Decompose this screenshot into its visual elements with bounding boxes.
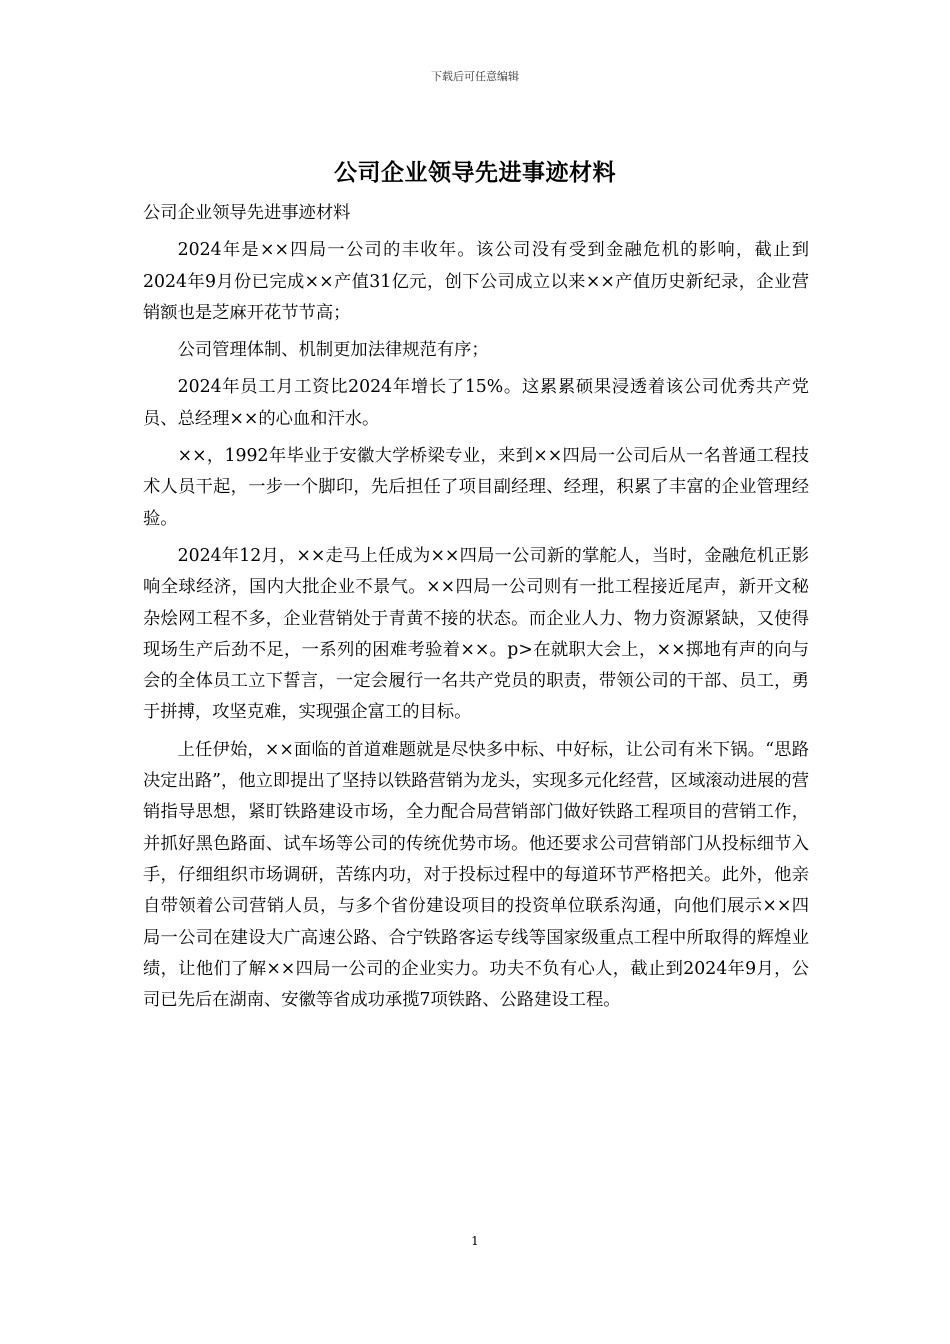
- header-note: 下载后可任意编辑: [431, 70, 519, 83]
- paragraph: 2024年员工月工资比2024年增长了15%。这累累硕果浸透着该公司优秀共产党员、总经理××的心血和汗水。: [143, 377, 809, 429]
- paragraph: 2024年是××四局一公司的丰收年。该公司没有受到金融危机的影响，截止到2024年9月份已完成××产值31亿元，创下公司成立以来××产值历史新纪录，企业营销额也是芝麻开花节节高；: [143, 240, 809, 323]
- page-number: 1: [471, 1234, 479, 1248]
- paragraph: 公司管理体制、机制更加法律规范有序；: [177, 340, 489, 361]
- paragraph: ××，1992年毕业于安徽大学桥梁专业，来到××四局一公司后从一名普通工程技术人员干起，一步一个脚印，先后担任了项目副经理、经理，积累了丰富的企业管理经验。: [143, 446, 809, 529]
- document-title: 公司企业领导先进事迹材料: [334, 160, 616, 186]
- paragraph-subtitle: 公司企业领导先进事迹材料: [143, 203, 351, 223]
- document-body: [143, 198, 809, 1022]
- paragraph: 上任伊始，××面临的首道难题就是尽快多中标、中好标，让公司有米下锅。“思路决定出路”，他立即提出了坚持以铁路营销为龙头，实现多元化经营，区域滚动进展的营销指导思想，紧盯铁路建设市场，全力配合局营销部门做好铁路工程项目的营销工作，并抓好黑色路面、试车场等公司的传统优势市场。他还要求公司营销部门从投标细节入手，仔细组织市场调研，苦练内功，对于投标过程中的每道环节严格把关。此外，他亲自带领着公司营销人员，与多个省份建设项目的投资单位联系沟通，向他们展示××四局一公司在建设大广高速公路、合宁铁路客运专线等国家级重点工程中所取得的辉煌业绩，让他们了解××四局一公司的企业实力。功夫不负有心人，截止到2024年9月，公司已先后在湖南、安徽等省成功承揽7项铁路、公路建设工程。: [143, 739, 809, 1011]
- paragraph: 2024年12月，××走马上任成为××四局一公司新的掌舵人，当时，金融危机正影响全球经济，国内大批企业不景气。××四局一公司则有一批工程接近尾声，新开文秘杂烩网工程不多，企业营销处于青黄不接的状态。而企业人力、物力资源紧缺，又使得现场生产后劲不足，一系列的困难考验着××。p>在就职大会上，××掷地有声的向与会的全体员工立下誓言，一定会履行一名共产党员的职责，带领公司的干部、员工，勇于拼搏，攻坚克难，实现强企富工的目标。: [143, 545, 809, 723]
